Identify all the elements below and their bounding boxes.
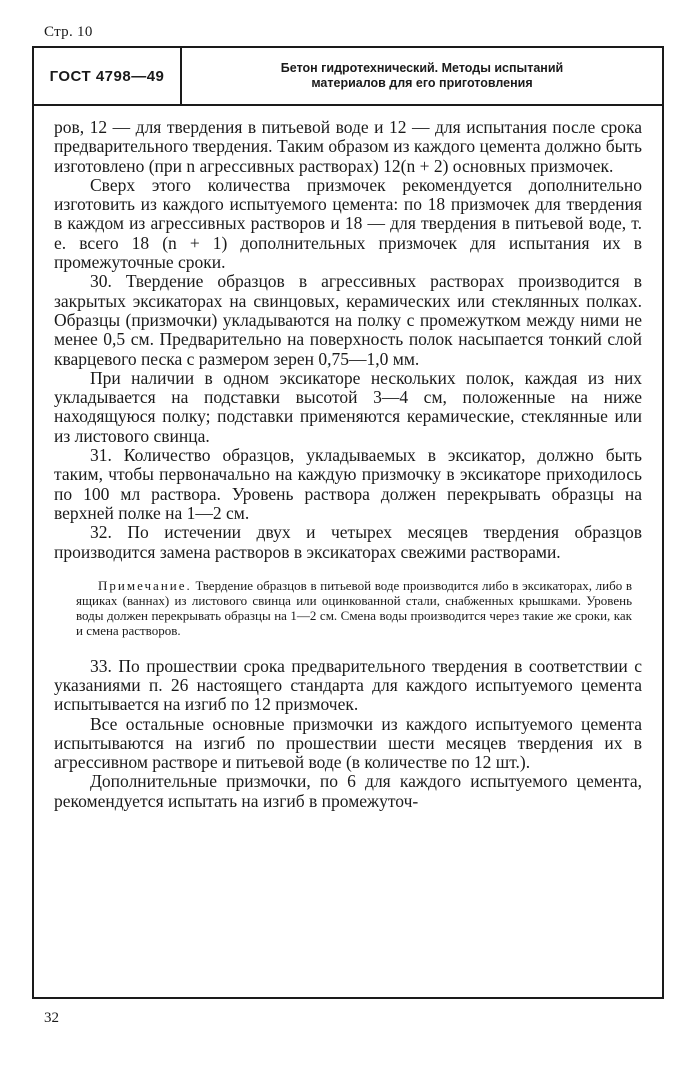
paragraph-shelves: При наличии в одном эксикаторе нескольких полок, каждая из них укладывается на подставки высотой 3—4 см, положенные на ниже находящуюся полку; подставки применяются керамические, стеклянные или из листового свинца. [54,367,642,446]
standard-title-line1: Бетон гидротехнический. Методы испытаний [280,61,564,75]
page-label-top: Стр. 10 [44,24,93,40]
page-body [54,118,642,811]
paragraph-33: 33. По прошествии срока предварительного твердения в соответствии с указаниями п. 26 настоящего стандарта для каждого испытуемого цемента испытывается на изгиб по 12 призмочек. [54,655,642,715]
paragraph-additional-prisms: Сверх этого количества призмочек рекомендуется дополнительно изготовить из каждого испытуемого цемента: по 18 призмочек для твердения в каждом из агрессивных растворов и 18 — для твердения в питьевой воде, т. е. всего 18 (n + 1) дополнительных призмочек для испытания их в промежуточные сроки. [54,174,642,273]
paragraph-32: 32. По истечении двух и четырех месяцев твердения образцов производится замена растворов в эксикаторах свежими растворами. [54,522,642,562]
standard-title [182,61,662,91]
page-number-bottom: 32 [44,1010,59,1026]
paragraph-extra-prisms: Дополнительные призмочки, по 6 для каждого испытуемого цемента, рекомендуется испытать на изгиб в промежуточ- [54,771,642,811]
paragraph-continuation: ров, 12 — для твердения в питьевой воде и 12 — для испытания после срока предварительного твердения. Таким образом из каждого цемента должно быть изготовлено (при n агрессивных растворах) 12(n + 2) основных призмочек. [54,117,642,176]
note-label: Примечание. [98,577,192,593]
page-header [34,48,662,106]
page-frame [32,46,664,999]
standard-code: ГОСТ 4798—49 [34,48,182,104]
standard-title-line2: материалов для его приготовления [311,76,533,90]
paragraph-30: 30. Твердение образцов в агрессивных растворах производится в закрытых эксикаторах на свинцовых, керамических или стеклянных полках. Образцы (призмочки) укладываются на полку с промежутком между ними не менее 0,5 см. Предварительно на поверхность полок насыпается тонкий слой кварцевого песка с размером зерен 0,75—1,0 мм. [54,271,642,369]
note-text: Твердение образцов в питьевой воде производится либо в эксикаторах, либо в ящиках (ваннах) из листового свинца или оцинкованной стали, снабженных крышками. Уровень воды должен перекрывать образцы на 1—2 см. Смена воды производится через такие же сроки, как и смена растворов. [76,577,633,639]
paragraph-main-prisms: Все остальные основные призмочки из каждого испытуемого цемента испытываются на изгиб по прошествии шести месяцев твердения их в агрессивном растворе и питьевой воде (в количестве по 12 шт.). [54,713,642,773]
note [76,578,632,639]
paragraph-31: 31. Количество образцов, укладываемых в эксикатор, должно быть таким, чтобы первоначально на каждую призмочку в эксикаторе приходилось по 100 мл раствора. Уровень раствора должен перекрывать образцы на верхней полке на 1—2 см. [54,445,642,523]
